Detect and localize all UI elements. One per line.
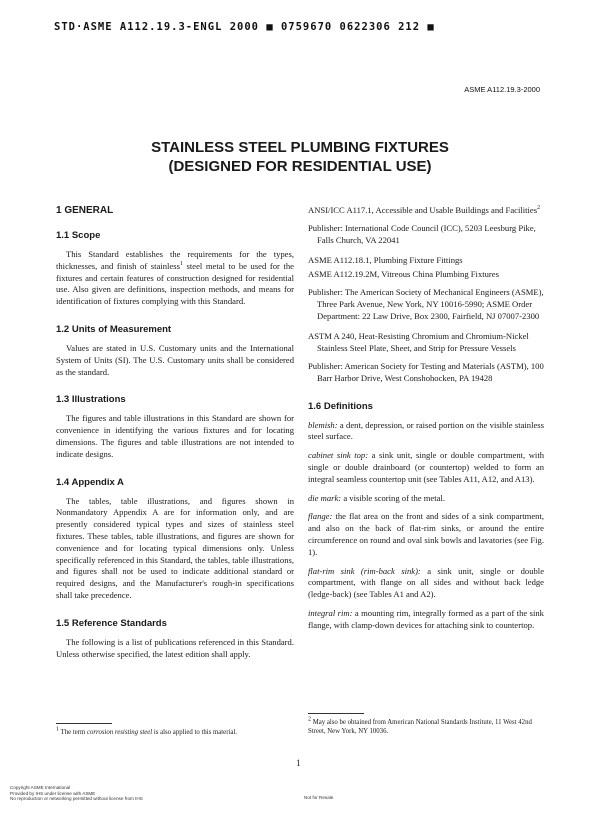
definition-item	[308, 566, 544, 601]
footnote-divider	[56, 723, 112, 724]
standard-number: ASME A112.19.3-2000	[464, 85, 540, 94]
footnote-2-text: May also be obtained from American National Standards Institute, 11 West 42nd Street, New York, NY 10036.	[308, 719, 532, 735]
scope-text-a: This Standard establishes the requirements for the types, thicknesses, and finish of stainless	[56, 249, 294, 271]
definition-term: blemish:	[308, 419, 338, 430]
definition-term: integral rim:	[308, 607, 353, 618]
left-column	[56, 205, 294, 736]
footnote-1-marker: 1	[56, 726, 59, 733]
definition-text: a mounting rim, integrally formed as a part of the sink flange, with clamp-down devices for attaching sink to countertop.	[308, 607, 544, 630]
definition-term: flat-rim sink (rim-back sink):	[308, 565, 421, 576]
definition-item	[308, 511, 544, 558]
reference-item: ASME A112.18.1, Plumbing Fixture Fittings	[308, 255, 463, 266]
footer-line: Provided by IHS under license with ASME	[10, 790, 96, 796]
footnote-1-block	[56, 723, 294, 737]
reference-item	[308, 205, 544, 217]
definition-text: a visible scoring of the metal.	[341, 492, 445, 503]
illustrations-paragraph: The figures and table illustrations in this Standard are shown for convenience in identifying the various fixtures and for locating dimensions. The figures and table illustrations are not intended to indicate designs.	[56, 413, 294, 459]
reference-item: Publisher: American Society for Testing and Materials (ASTM), 100 Barr Harbor Drive, West Conshohocken, PA 19428	[308, 360, 544, 383]
title-line-1: STAINLESS STEEL PLUMBING FIXTURES	[151, 139, 449, 156]
footnote-1-text-b: is also applied to this material.	[152, 729, 237, 736]
heading-appendix: 1.4 Appendix A	[56, 476, 124, 488]
units-paragraph: Values are stated in U.S. Customary units and the International System of Units (SI). The U.S. Customary units shall be considered as the standard.	[56, 342, 294, 377]
definitions-list	[308, 420, 544, 632]
footnote-divider	[308, 713, 364, 714]
scope-paragraph	[56, 249, 294, 308]
heading-definitions: 1.6 Definitions	[308, 400, 373, 412]
footnote-1-text-a: The term	[59, 729, 87, 736]
definition-item	[308, 493, 544, 505]
document-control-strip: STD·ASME A112.19.3-ENGL 2000 ■ 0759670 0622306 212 ■	[54, 21, 435, 33]
appendix-paragraph: The tables, table illustrations, and figures shown in Nonmandatory Appendix A are for information only, and are presently considered typical types and sizes of stainless steel fixtures. These tables, table illustrations, and figures are shown for convenience and for locating typical dimensions only. Unless specifically referenced in this Standard, the tables, table illustrations, and figures shall not be used to indicate additional standard or required designs, and the Manufacturer's rough-in specifications shall take precedence.	[56, 495, 294, 600]
definition-item	[308, 608, 544, 632]
reference-text: ANSI/ICC A117.1, Accessible and Usable Buildings and Facilities	[308, 205, 538, 215]
footnote-2-marker: 2	[308, 716, 311, 723]
definition-item	[308, 420, 544, 444]
copyright-footer	[10, 785, 143, 802]
footnote-2	[308, 718, 544, 736]
definition-text: a sink unit, single or double compartment, with single or double drainboard (or countertop) welded to form an integral seamless countertop unit (see Tables A11, A12, and A13).	[308, 450, 545, 484]
footnote-2-block	[308, 713, 544, 736]
heading-units: 1.2 Units of Measurement	[56, 323, 172, 335]
definition-text: the flat area on the front and sides of a sink compartment, and also on the back of flat-rim sinks, or around the entire circumference on round and oval sink bowls and lavatories (see Fig. 1).	[308, 511, 544, 557]
scope-text-b: steel metal to be used for the fixtures and certain features of construction designed for residential use. Also given are definitions, inspection methods, and means for identification of fixtures complying with this Standard.	[56, 260, 294, 307]
heading-scope: 1.1 Scope	[56, 230, 101, 241]
right-column	[308, 205, 545, 735]
page-title	[0, 138, 600, 176]
reference-item: ASTM A 240, Heat-Resisting Chromium and Chromium-Nickel Stainless Steel Plate, Sheet, and Strip for Pressure Vessels	[308, 331, 529, 354]
reference-paragraph: The following is a list of publications referenced in this Standard. Unless otherwise specified, the latest edition shall apply.	[56, 636, 294, 659]
definition-text: a dent, depression, or raised portion on the visible stainless steel surface.	[308, 419, 544, 442]
page-number: 1	[296, 758, 301, 768]
footer-line: Copyright ASME International	[10, 785, 71, 790]
heading-reference-standards: 1.5 Reference Standards	[56, 617, 167, 629]
reference-item: Publisher: The American Society of Mechanical Engineers (ASME), Three Park Avenue, New York, NY 10016-5990; ASME Order Department: 22 Law Drive, Box 2300, Fairfield, NJ 07007-2300	[308, 286, 544, 321]
reference-item: Publisher: International Code Council (ICC), 5203 Leesburg Pike, Falls Church, VA 22041	[308, 222, 536, 245]
footer-line: No reproduction or networking permitted without license from IHS	[10, 796, 143, 802]
heading-illustrations: 1.3 Illustrations	[56, 394, 126, 406]
footnote-marker-2: 2	[537, 205, 541, 212]
title-line-2: (DESIGNED FOR RESIDENTIAL USE)	[168, 158, 432, 175]
definition-text: a sink unit, single or double compartment, with flange on all sides and without back ledge (ledge-back) (see Tables A1 and A2).	[308, 565, 545, 600]
definition-term: flange:	[308, 511, 333, 522]
definition-item	[308, 450, 544, 485]
reference-item: ASME A112.19.2M, Vitreous China Plumbing Fixtures	[308, 269, 499, 280]
reference-list	[308, 205, 544, 385]
definition-term: die mark:	[308, 492, 342, 503]
section-heading-general: 1 GENERAL	[56, 205, 114, 216]
not-for-resale-notice: Not for Resale	[304, 795, 334, 800]
definition-term: cabinet sink top:	[308, 450, 369, 461]
footnote-1	[56, 728, 294, 737]
footnote-1-term: corrosion resisting steel	[87, 729, 153, 736]
footnote-marker-1: 1	[179, 260, 183, 267]
